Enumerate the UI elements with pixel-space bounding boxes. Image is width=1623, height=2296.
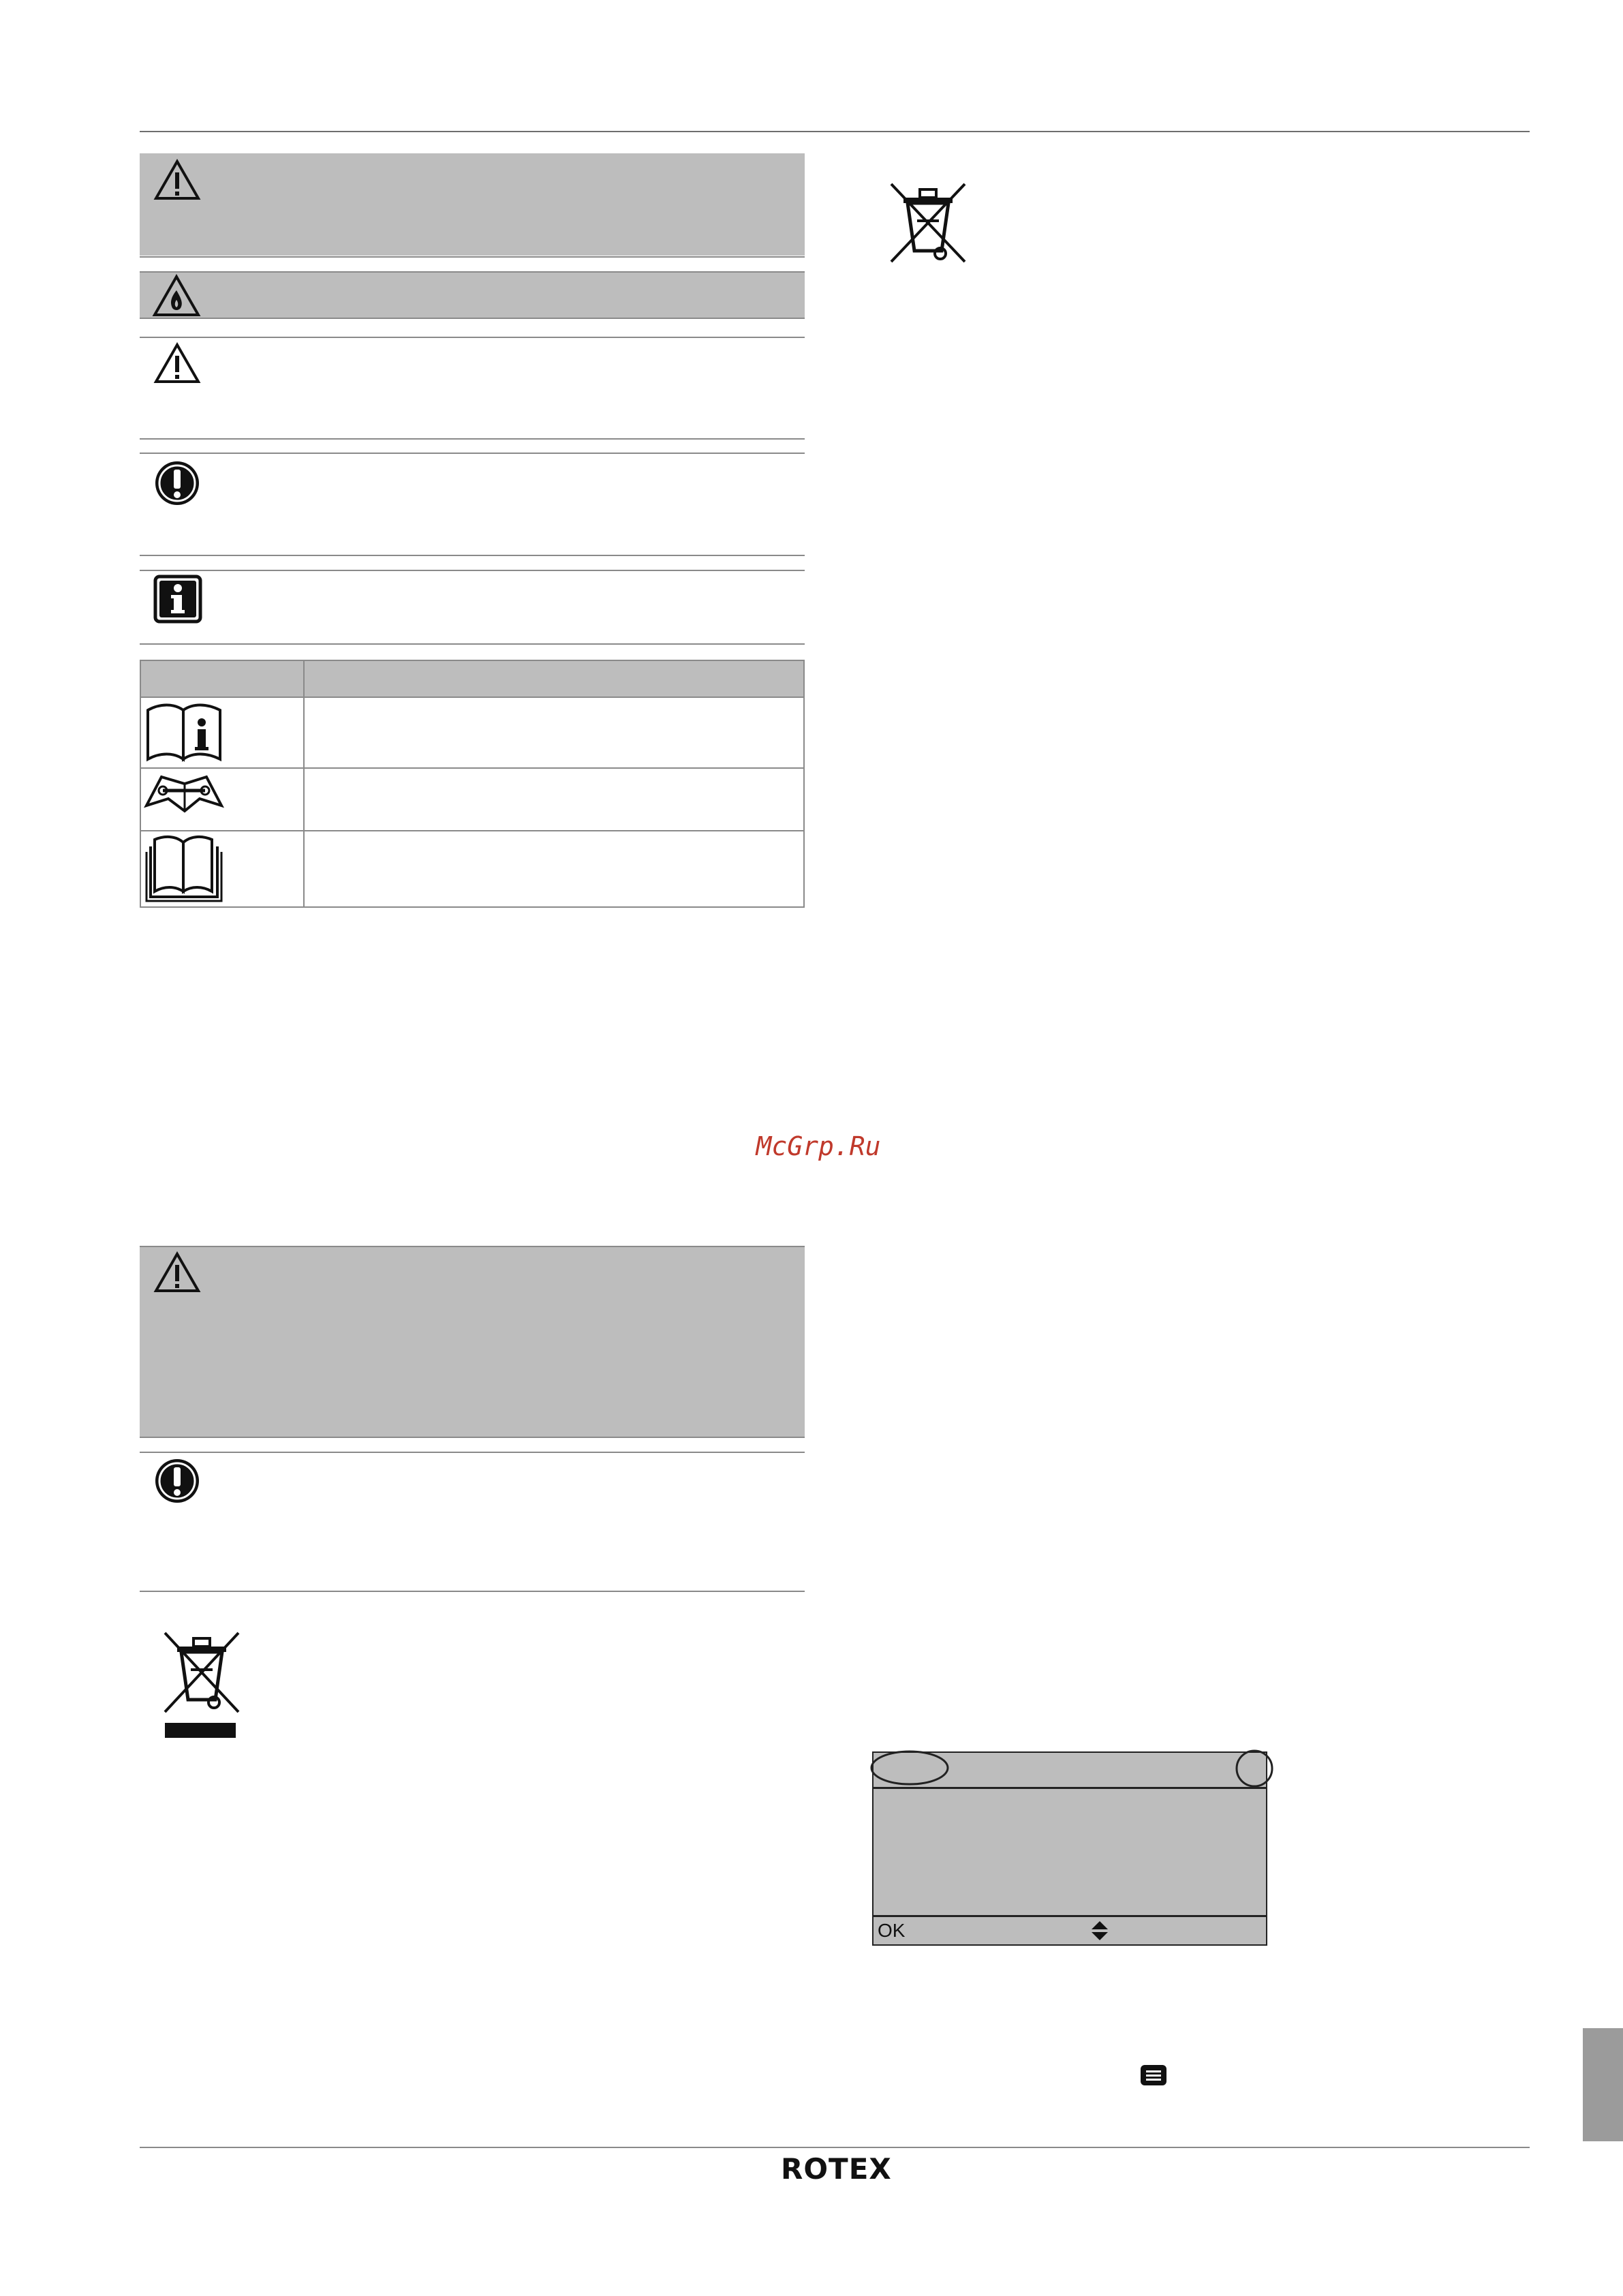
watermark-text: McGrp.Ru [756, 1131, 881, 1161]
divider [140, 1591, 805, 1592]
divider [140, 453, 805, 454]
flammable-warning-icon [152, 274, 201, 318]
header-rule [140, 131, 1530, 132]
flammable-warning-bar [140, 271, 805, 319]
legend-row-divider [141, 830, 803, 831]
legend-table-header [141, 661, 803, 698]
divider [140, 337, 805, 338]
warning-box [140, 1246, 805, 1437]
lcd-ok-label[interactable]: OK [878, 1920, 906, 1941]
manual-legend-table [140, 660, 805, 908]
crossed-bin-icon [887, 180, 969, 264]
exclamation-circle-icon [153, 459, 201, 507]
legend-column-divider [303, 661, 305, 906]
service-manual-icon [144, 771, 224, 819]
warning-triangle-icon [153, 159, 201, 201]
divider [140, 438, 805, 440]
operation-manual-icon [144, 833, 224, 904]
lcd-highlight-left [868, 1747, 951, 1788]
divider [140, 570, 805, 571]
rotex-logo: ROTEX [781, 2152, 892, 2186]
warning-triangle-icon [153, 1251, 201, 1294]
legend-row-divider [141, 767, 803, 769]
footer-rule [140, 2147, 1530, 2148]
divider [140, 555, 805, 556]
exclamation-circle-icon [153, 1457, 201, 1505]
divider [140, 256, 805, 258]
divider [140, 643, 805, 645]
information-icon [153, 575, 202, 624]
divider [140, 1437, 805, 1438]
caution-triangle-icon [153, 342, 201, 384]
menu-button-icon [1139, 2064, 1168, 2087]
divider [140, 1452, 805, 1453]
crossed-bin-icon [161, 1629, 243, 1743]
warning-box [140, 153, 805, 256]
chapter-side-tab [1583, 2028, 1623, 2141]
lcd-highlight-right [1233, 1747, 1276, 1790]
installer-reference-icon [144, 701, 224, 763]
lcd-softkey-bar [874, 1915, 1266, 1944]
up-down-arrows-icon[interactable] [1090, 1920, 1109, 1942]
